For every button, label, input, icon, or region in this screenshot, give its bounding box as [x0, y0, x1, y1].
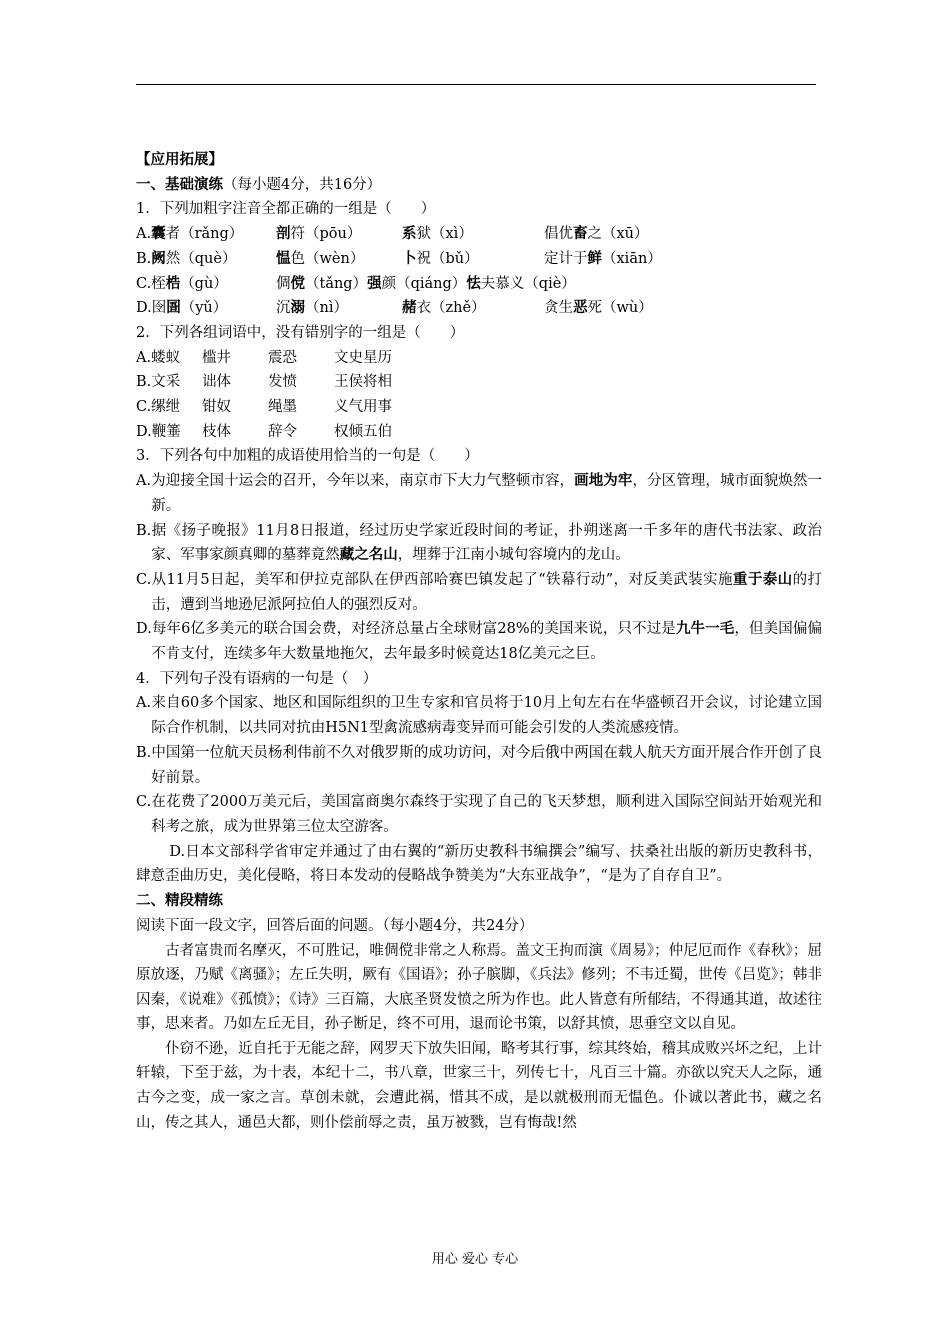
q1-a-item-1: A.囊者（rǎng）: [136, 225, 244, 243]
q1-d-item-1: D.囹圄（yǔ）: [136, 299, 228, 317]
section-1-title: 一、基础演练: [136, 175, 223, 193]
passage-paragraph-1: 古者富贵而名摩灭，不可胜记，唯倜傥非常之人称焉。盖文王拘而演《周易》；仲尼厄而作《春秋》；屈原放逐，乃赋《离骚》；左丘失明，厥有《国语》；孙子膑脚，《兵法》修列；不韦迁蜀，世传《吕览》；韩非囚秦，《说难》《孤愤》；《诗》三百篇，大底圣贤发愤之所为作也。此人皆意有所郁结，不得通其道，故述往事，思来者。乃如左丘无目，孙子断足，终不可用，退而论书策，以舒其愤，思垂空文以自见。: [136, 942, 822, 1033]
q2-option-b: B.文采 诎体 发愤 王侯将相: [136, 374, 392, 391]
q1-c-item-3: 强颜（qiáng）: [367, 274, 467, 292]
q4-option-d: D.日本文部科学省审定并通过了由右翼的“新历史教科书编撰会”编写、扶桑社出版的新历史教科书，肆意歪曲历史，美化侵略，将日本发动的侵略战争赞美为“大东亚战争”，“是为了自存自卫”。: [136, 843, 822, 885]
q1-d-item-4: 贪生恶死（wù）: [544, 299, 653, 317]
page-footer: 用心 爱心 专心: [431, 1252, 519, 1267]
q1-d-item-2: 沉溺（nì）: [276, 299, 348, 317]
q1-a-item-4: 倡优畜之（xū）: [544, 225, 649, 243]
q3-option-c: C.从11月5日起，美军和伊拉克部队在伊西部哈赛巴镇发起了“铁幕行动”，对反美武装实施重于泰山的打击，遭到当地逊尼派阿拉伯人的强烈反对。: [136, 570, 823, 613]
q2-option-a: A.蝼蚁 槛井 震恐 文史星历: [136, 349, 392, 366]
q2-option-d: D.鞭箠 枝体 辞令 权倾五伯: [136, 423, 392, 440]
q1-d-item-3: 赭衣（zhě）: [402, 299, 486, 317]
header-rule: [136, 84, 816, 85]
q4-option-c: C.在花费了2000万美元后，美国富商奥尔森终于实现了自己的飞天梦想，顺利进入国际空间站开始观光和科考之旅，成为世界第三位太空游客。: [136, 794, 822, 835]
q3-stem: 3．下列各句中加粗的成语使用恰当的一句是（ ）: [136, 448, 479, 465]
section-1-note: （每小题4分，共16分）: [223, 176, 382, 193]
passage-paragraph-2: 仆窃不逊，近自托于无能之辞，网罗天下放失旧闻，略考其行事，综其终始，稽其成败兴坏之纪，上计轩辕，下至于兹，为十表，本纪十二，书八章，世家三十，列传七十，凡百三十篇。亦欲以究天人之际，通古今之变，成一家之言。草创未就，会遭此祸，惜其不成，是以就极刑而无愠色。仆诚以著此书，藏之名山，传之其人，通邑大都，则仆偿前辱之责，虽万被戮，岂有悔哉!然: [136, 1040, 822, 1131]
q1-c-item-1: C.桎梏（gù）: [136, 274, 228, 292]
q4-option-b: B.中国第一位航天员杨利伟前不久对俄罗斯的成功访问，对今后俄中两国在载人航天方面开展合作开创了良好前景。: [136, 744, 822, 786]
q2-option-c: C.缧绁 钳奴 绳墨 义气用事: [136, 399, 392, 416]
q3-option-b: B.据《扬子晚报》11月8日报道，经过历史学家近段时间的考证，扑朔迷离一千多年的唐代书法家、政治家、军事家颜真卿的墓葬竟然藏之名山，埋葬于江南小城句容境内的龙山。: [136, 522, 822, 564]
q4-stem: 4．下列句子没有语病的一句是（ ）: [136, 670, 378, 687]
section-2-intro: 阅读下面一段文字，回答后面的问题。（每小题4分，共24分）: [136, 917, 534, 934]
page-content: [136, 148, 822, 1135]
q1-option-a: [136, 222, 822, 247]
q1-b-item-3: 卜祝（bǔ）: [402, 249, 479, 267]
q1-c-item-4: 怯夫慕义（qiè）: [466, 274, 576, 292]
q3-option-a: A.为迎接全国十运会的召开，今年以来，南京市下大力气整顿市容，画地为牢，分区管理，城市面貌焕然一新。: [136, 472, 823, 514]
q1-b-item-2: 愠色（wèn）: [276, 249, 365, 267]
q2-stem: 2．下列各组词语中，没有错别字的一组是（ ）: [136, 324, 465, 341]
section-1-heading: [136, 173, 822, 198]
section-2-heading: 二、精段精练: [136, 892, 223, 910]
q1-b-item-1: B.阙然（què）: [136, 249, 237, 267]
q1-a-item-3: 系狱（xì）: [402, 225, 473, 243]
q1-a-item-2: 剖符（pōu）: [276, 225, 362, 243]
q1-c-item-2: 倜傥（tǎng）: [276, 274, 368, 292]
q1-option-c: [136, 272, 822, 297]
page-title: 【应用拓展】: [136, 151, 223, 168]
q4-option-a: A.来自60多个国家、地区和国际组织的卫生专家和官员将于10月上旬左右在华盛顿召开会议，讨论建立国际合作机制，以共同对抗由H5N1型禽流感病毒变异而可能会引发的人类流感疫情。: [136, 695, 822, 737]
q1-option-b: [136, 247, 822, 272]
q3-option-d: D.每年6亿多美元的联合国会费，对经济总量占全球财富28%的美国来说，只不过是九牛一毛，但美国偏偏不肯支付，连续多年大数量地拖欠，去年最多时候竟达18亿美元之巨。: [136, 620, 823, 663]
q1-stem: 1．下列加粗字注音全都正确的一组是（ ）: [136, 201, 436, 218]
q1-b-item-4: 定计于鲜（xiān）: [544, 249, 662, 267]
q1-option-d: [136, 296, 822, 321]
